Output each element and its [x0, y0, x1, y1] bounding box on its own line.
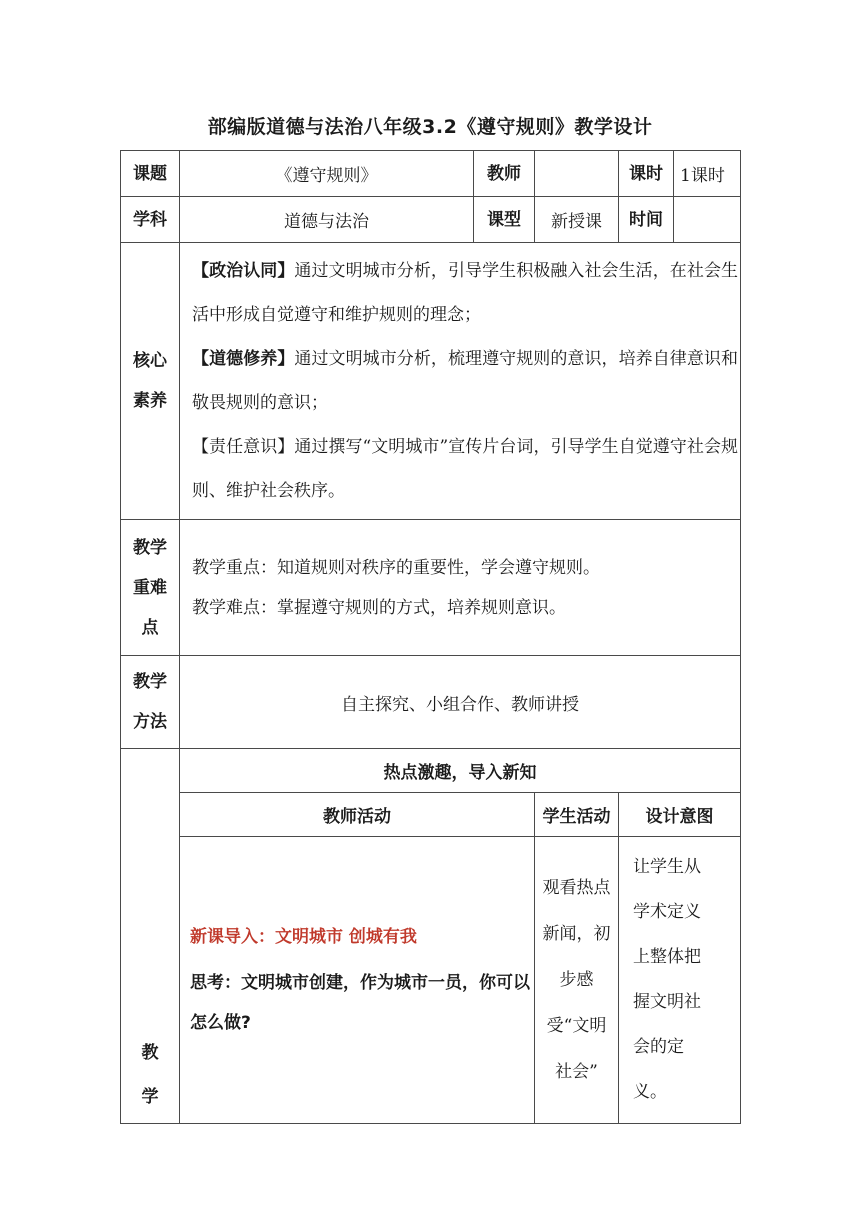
- key-points-content: [180, 520, 741, 656]
- core-item-tag: 【政治认同】: [192, 261, 295, 281]
- core-item-tag: 【责任意识】: [192, 437, 295, 457]
- row-intro-activity: [121, 837, 741, 1124]
- teacher-activity-heading: 新课导入：文明城市 创城有我: [190, 927, 417, 947]
- student-activity-line: 新闻，初步感: [542, 924, 611, 990]
- student-activity-line: 受“文明社会”: [546, 1016, 607, 1082]
- core-label-line1: 核心: [133, 351, 167, 371]
- method-value: 自主探究、小组合作、教师讲授: [180, 656, 741, 749]
- time-label: 时间: [619, 197, 674, 243]
- row-column-headers: [121, 793, 741, 837]
- key-points-label-line1: 教学: [133, 537, 167, 558]
- method-label-line2: 方法: [133, 712, 167, 732]
- period-label: 课时: [619, 151, 674, 197]
- teaching-difficulty: 教学难点：掌握遵守规则的方式，培养规则意识。: [192, 597, 566, 618]
- time-value: [674, 197, 741, 243]
- key-points-label: [121, 520, 180, 656]
- document-title: 部编版道德与法治八年级3.2《遵守规则》教学设计: [207, 116, 653, 138]
- design-intent-line: 会的定: [633, 1037, 684, 1057]
- period-value: 1课时: [674, 151, 741, 197]
- core-label: [121, 243, 180, 520]
- design-intent-line: 上整体把: [633, 947, 701, 967]
- teacher-activity-question: 思考：文明城市创建，作为城市一员，你可以怎么做?: [190, 973, 530, 1033]
- type-label: 课型: [474, 197, 535, 243]
- core-item-text: 通过文明城市分析，梳理遵守规则的意识，培养自律意识和敬畏规则的意识；: [192, 349, 739, 413]
- core-label-line2: 素养: [133, 391, 167, 411]
- row-method: [121, 656, 741, 749]
- design-intent-line: 握文明社: [633, 992, 701, 1012]
- core-item-text: 通过撰写“文明城市”宣传片台词，引导学生自觉遵守社会规则、维护社会秩序。: [192, 437, 739, 501]
- process-label-line1: 教: [141, 1043, 159, 1063]
- teacher-value: [535, 151, 619, 197]
- core-item: [192, 337, 738, 425]
- topic-value: 《遵守规则》: [180, 151, 474, 197]
- lesson-plan-table: [120, 150, 741, 1124]
- design-intent: [619, 837, 741, 1124]
- core-item: [192, 425, 738, 513]
- core-item-tag: 【道德修养】: [192, 349, 295, 369]
- row-subject: [121, 197, 741, 243]
- key-points-label-line3: 点: [141, 617, 159, 638]
- col-teacher-activity: 教师活动: [180, 793, 535, 837]
- core-item-text: 通过文明城市分析，引导学生积极融入社会生活，在社会生活中形成自觉遵守和维护规则的理念；: [192, 261, 739, 325]
- design-intent-line: 让学生从: [633, 857, 701, 877]
- method-label-line1: 教学: [133, 672, 167, 692]
- section-title: 热点激趣，导入新知: [180, 749, 741, 793]
- method-label: [121, 656, 180, 749]
- process-label-line2: 学: [141, 1087, 159, 1107]
- process-label: [121, 749, 180, 1124]
- design-intent-line: 学术定义: [633, 902, 701, 922]
- design-intent-line: 义。: [633, 1082, 667, 1102]
- key-points-label-line2: 重难: [133, 577, 167, 598]
- teacher-activity: [180, 837, 535, 1124]
- student-activity-line: 观看热点: [542, 878, 611, 898]
- type-value: 新授课: [535, 197, 619, 243]
- core-content: [180, 243, 741, 520]
- subject-label: 学科: [121, 197, 180, 243]
- row-topic: [121, 151, 741, 197]
- teacher-label: 教师: [474, 151, 535, 197]
- row-key-points: [121, 520, 741, 656]
- col-design-intent: 设计意图: [619, 793, 741, 837]
- teaching-focus: 教学重点：知道规则对秩序的重要性，学会遵守规则。: [192, 557, 600, 578]
- student-activity: [535, 837, 619, 1124]
- core-item: [192, 249, 738, 337]
- col-student-activity: 学生活动: [535, 793, 619, 837]
- topic-label: 课题: [121, 151, 180, 197]
- subject-value: 道德与法治: [180, 197, 474, 243]
- row-section-title: [121, 749, 741, 793]
- row-core-literacy: [121, 243, 741, 520]
